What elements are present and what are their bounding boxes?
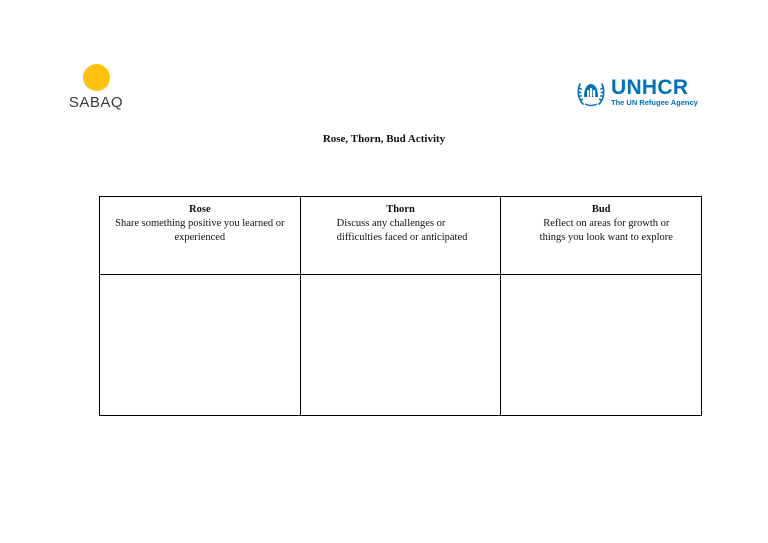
rose-header-cell <box>100 197 301 275</box>
sabaq-logo-text: SABAQ <box>68 94 124 111</box>
bud-header-cell <box>501 197 702 275</box>
thorn-response-cell[interactable] <box>300 275 501 416</box>
bud-description: Reflect on areas for growth or things you look want to explore <box>539 218 673 243</box>
unhcr-emblem-icon <box>575 77 607 109</box>
unhcr-subtitle: The UN Refugee Agency <box>611 98 698 107</box>
table-response-row <box>100 275 702 416</box>
bud-response-cell[interactable] <box>501 275 702 416</box>
unhcr-name: UNHCR <box>611 76 689 99</box>
rose-thorn-bud-table <box>99 196 702 416</box>
thorn-heading: Thorn <box>386 204 415 215</box>
page-title: Rose, Thorn, Bud Activity <box>322 133 446 145</box>
sabaq-logo <box>68 64 124 111</box>
rose-heading: Rose <box>189 204 211 215</box>
thorn-description: Discuss any challenges or difficulties faced or anticipated <box>336 218 468 243</box>
bud-heading: Bud <box>591 204 611 215</box>
unhcr-logo <box>575 77 698 109</box>
thorn-header-cell <box>300 197 501 275</box>
table-header-row <box>100 197 702 275</box>
rose-response-cell[interactable] <box>100 275 301 416</box>
sun-circle-icon <box>83 64 110 91</box>
rose-description: Share something positive you learned or experienced <box>115 218 285 243</box>
